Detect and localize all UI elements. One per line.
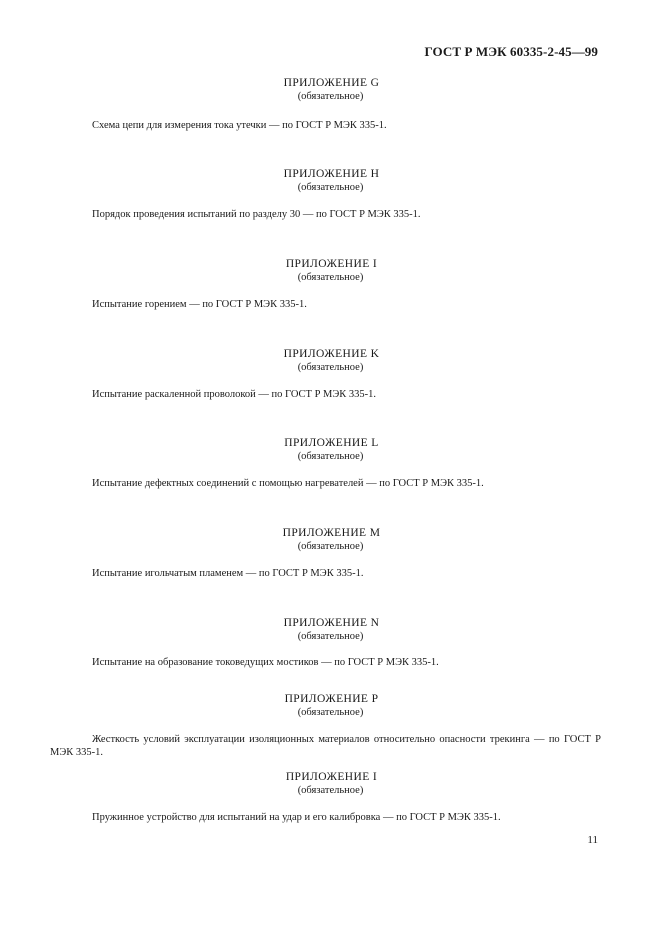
annex-status: (обязательное) <box>297 785 364 796</box>
annex-status: (обязательное) <box>297 451 364 462</box>
page-number: 11 <box>587 834 598 846</box>
annex-text: Испытание горением — по ГОСТ Р МЭК 335-1. <box>92 299 307 310</box>
annex-text: Испытание на образование токоведущих мостиков — по ГОСТ Р МЭК 335-1. <box>92 657 439 668</box>
document-header-code: ГОСТ Р МЭК 60335-2-45—99 <box>424 44 598 59</box>
annex-title: ПРИЛОЖЕНИЕ P <box>284 693 379 705</box>
annex-text: Испытание игольчатым пламенем — по ГОСТ Р МЭК 335-1. <box>92 568 364 579</box>
annex-title: ПРИЛОЖЕНИЕ I <box>285 258 378 270</box>
annex-title: ПРИЛОЖЕНИЕ H <box>283 168 380 180</box>
annex-text: Жесткость условий эксплуатации изоляционных материалов относительно опасности трекинга — по ГОСТ Р МЭК 335-1. <box>50 734 601 758</box>
annex-title-block-n <box>0 616 661 643</box>
annex-status: (обязательное) <box>297 362 364 373</box>
annex-title-block-i-second <box>0 770 661 797</box>
annex-title-block-g <box>0 76 661 103</box>
annex-title: ПРИЛОЖЕНИЕ K <box>283 348 380 360</box>
annex-status: (обязательное) <box>297 541 364 552</box>
annex-text: Пружинное устройство для испытаний на удар и его калибровка — по ГОСТ Р МЭК 335-1. <box>92 812 501 823</box>
annex-title: ПРИЛОЖЕНИЕ L <box>284 437 379 449</box>
annex-text: Схема цепи для измерения тока утечки — по ГОСТ Р МЭК 335-1. <box>92 120 387 131</box>
annex-title-block-l <box>0 436 661 463</box>
annex-status: (обязательное) <box>297 272 364 283</box>
annex-text: Испытание дефектных соединений с помощью нагревателей — по ГОСТ Р МЭК 335-1. <box>92 478 484 489</box>
annex-title-block-i <box>0 257 661 284</box>
annex-title-block-k <box>0 347 661 374</box>
annex-status: (обязательное) <box>297 707 364 718</box>
annex-title-block-h <box>0 167 661 194</box>
annex-text: Порядок проведения испытаний по разделу 30 — по ГОСТ Р МЭК 335-1. <box>92 209 421 220</box>
annex-status: (обязательное) <box>297 631 364 642</box>
annex-status: (обязательное) <box>297 182 364 193</box>
annex-title: ПРИЛОЖЕНИЕ G <box>283 77 380 89</box>
annex-title: ПРИЛОЖЕНИЕ M <box>282 527 381 539</box>
annex-status: (обязательное) <box>297 91 364 102</box>
annex-title-block-p <box>0 692 661 719</box>
annex-text: Испытание раскаленной проволокой — по ГОСТ Р МЭК 335-1. <box>92 389 377 400</box>
annex-title-block-m <box>0 526 661 553</box>
annex-title: ПРИЛОЖЕНИЕ I <box>285 771 378 783</box>
annex-title: ПРИЛОЖЕНИЕ N <box>283 617 380 629</box>
